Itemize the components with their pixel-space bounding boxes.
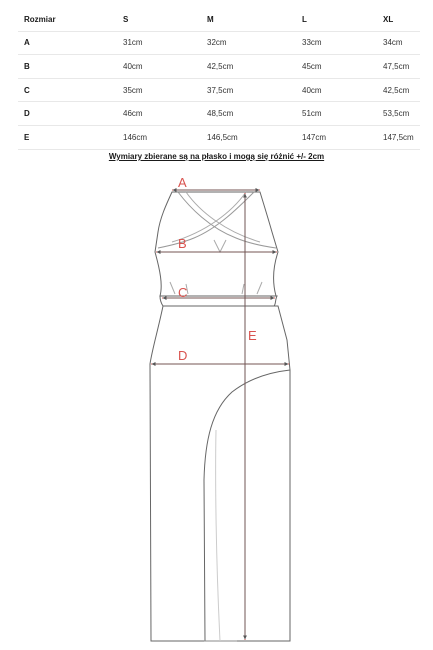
cell-value: 146cm <box>117 125 201 149</box>
label-e: E <box>248 328 257 343</box>
cell-value: 42,5cm <box>201 55 296 79</box>
cell-value: 37,5cm <box>201 78 296 102</box>
header-xl: XL <box>377 8 420 31</box>
label-b: B <box>178 236 187 251</box>
cell-value: 34cm <box>377 31 420 55</box>
cell-value: 40cm <box>296 78 377 102</box>
row-label: A <box>18 31 117 55</box>
header-size: Rozmiar <box>18 8 117 31</box>
cell-value: 147cm <box>296 125 377 149</box>
cell-value: 46cm <box>117 102 201 126</box>
cell-value: 147,5cm <box>377 125 420 149</box>
header-l: L <box>296 8 377 31</box>
label-a: A <box>178 175 187 190</box>
cell-value: 42,5cm <box>377 78 420 102</box>
cell-value: 48,5cm <box>201 102 296 126</box>
cell-value: 35cm <box>117 78 201 102</box>
row-label: D <box>18 102 117 126</box>
row-label: B <box>18 55 117 79</box>
label-c: C <box>178 285 188 300</box>
measure-a <box>172 175 260 190</box>
cell-value: 32cm <box>201 31 296 55</box>
row-label: C <box>18 78 117 102</box>
header-m: M <box>201 8 296 31</box>
cell-value: 31cm <box>117 31 201 55</box>
cell-value: 45cm <box>296 55 377 79</box>
row-label: E <box>18 125 117 149</box>
cell-value: 51cm <box>296 102 377 126</box>
cell-value: 146,5cm <box>201 125 296 149</box>
measurement-note: Wymiary zbierane są na płasko i mogą się różnić +/- 2cm <box>108 152 325 161</box>
measure-d <box>151 348 289 364</box>
cell-value: 33cm <box>296 31 377 55</box>
bodice-outline <box>155 192 278 296</box>
cell-value: 47,5cm <box>377 55 420 79</box>
header-s: S <box>117 8 201 31</box>
skirt-outline <box>150 296 290 641</box>
measure-e <box>245 193 257 640</box>
cell-value: 53,5cm <box>377 102 420 126</box>
cell-value: 40cm <box>117 55 201 79</box>
label-d: D <box>178 348 188 363</box>
